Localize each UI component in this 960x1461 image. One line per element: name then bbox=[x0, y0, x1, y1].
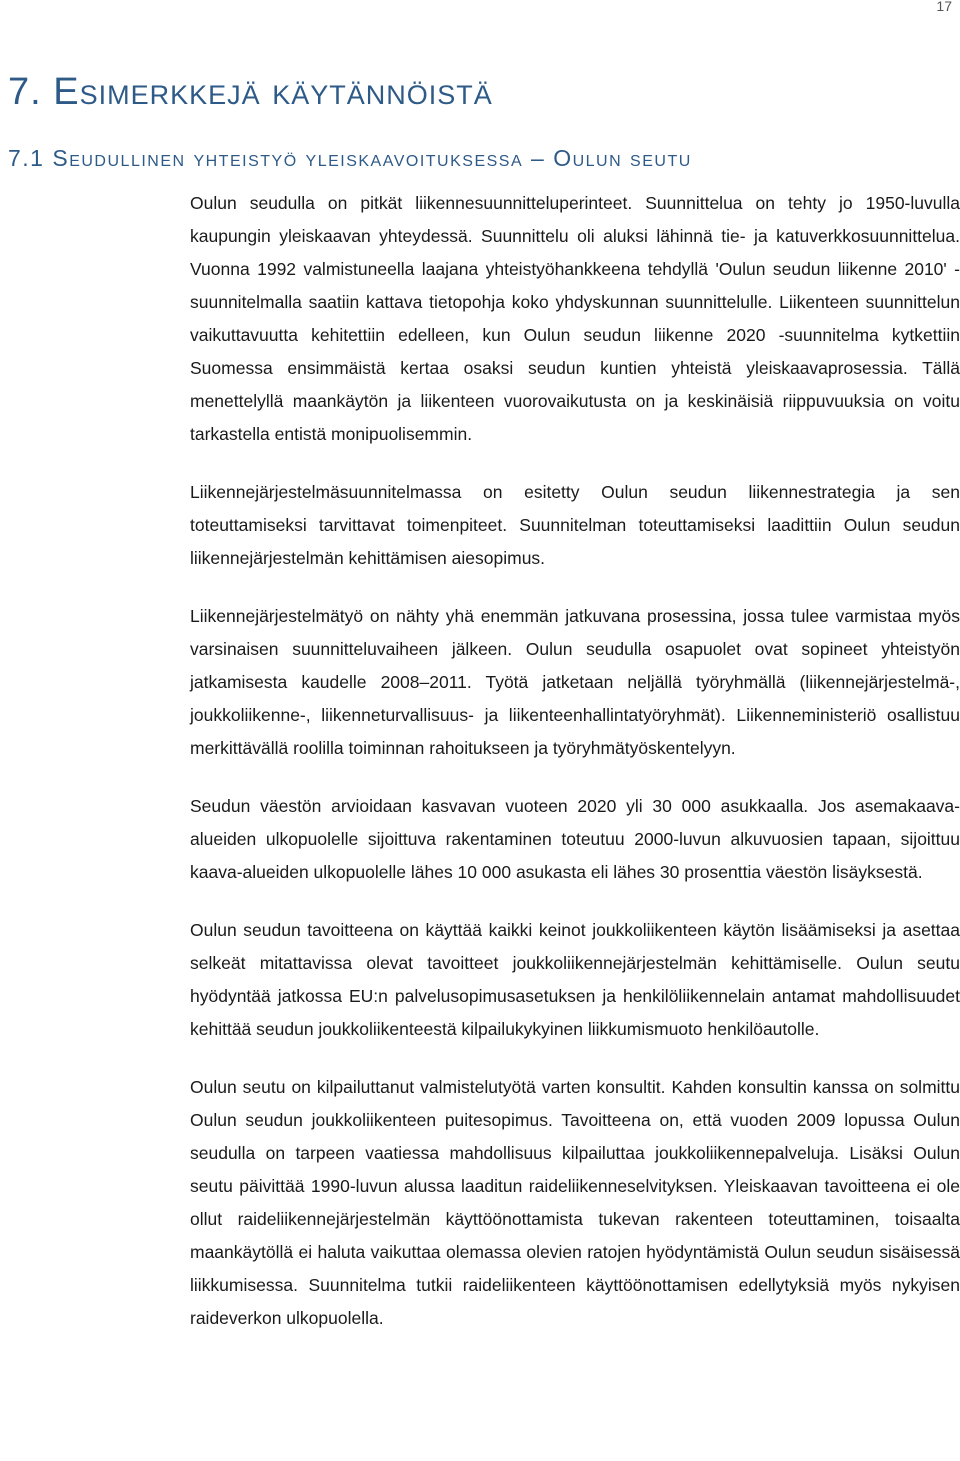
paragraph-5: Oulun seudun tavoitteena on käyttää kaikki keinot joukkoliikenteen käytön lisäämiseksi ja asettaa selkeät mitattavissa olevat tavoitteet joukkoliikennejärjestelmän kehittämiselle. Oulun seutu hyödyntää jatkossa EU:n palvelusopimusasetuksen ja henkilöliikennelain antamat mahdollisuudet kehittää seudun joukkoliikenteestä kilpailukykyinen liikkumismuoto henkilöautolle. bbox=[190, 920, 960, 1039]
paragraph-1: Oulun seudulla on pitkät liikennesuunnitteluperinteet. Suunnittelua on tehty jo 1950-luvulla kaupungin yleiskaavan yhteydessä. Suunnittelu oli aluksi lähinnä tie- ja katuverkkosuunnittelua. Vuonna 1992 valmistuneella laajana yhteistyöhankkeena tehdyllä 'Oulun seudun liikenne 2010' -suunnitelmalla saatiin kattava tietopohja koko yhdyskunnan suunnittelulle. Liikenteen suunnittelun vaikuttavuutta kehitettiin edelleen, kun Oulun seudun liikenne 2020 -suunnitelma kytkettiin Suomessa ensimmäistä kertaa osaksi seudun kuntien yhteistä yleiskaavaprosessia. Tällä menettelyllä maankäytön ja liikenteen vuorovaikutusta on ja keskinäisiä riippuvuuksia on voitu tarkastella entistä monipuolisemmin. bbox=[190, 193, 960, 444]
body-text bbox=[190, 187, 960, 1360]
paragraph-2: Liikennejärjestelmäsuunnitelmassa on esitetty Oulun seudun liikennestrategia ja sen toteuttamiseksi tarvittavat toimenpiteet. Suunnitelman toteuttamiseksi laadittiin Oulun seudun liikennejärjestelmän kehittämisen aiesopimus. bbox=[190, 482, 960, 568]
chapter-title: 7. Esimerkkejä käytännöistä bbox=[8, 71, 493, 113]
paragraph-4: Seudun väestön arvioidaan kasvavan vuoteen 2020 yli 30 000 asukkaalla. Jos asemakaava-alueiden ulkopuolelle sijoittuva rakentaminen toteutuu 2000-luvun alkuvuosien tapaan, sijoittuu kaava-alueiden ulkopuolelle lähes 10 000 asukasta eli lähes 30 prosenttia väestön lisäyksestä. bbox=[190, 796, 960, 882]
page-number: 17 bbox=[936, 0, 952, 14]
paragraph-6: Oulun seutu on kilpailuttanut valmistelutyötä varten konsultit. Kahden konsultin kanssa on solmittu Oulun seudun joukkoliikenteen puitesopimus. Tavoitteena on, että vuoden 2009 lopussa Oulun seudulla on tarpeen vaatiessa mahdollisuus kilpailuttaa joukkoliikennepalveluja. Lisäksi Oulun seutu päivittää 1990-luvun alussa laaditun raideliikenneselvityksen. Yleiskaavan tavoitteena ei ole ollut raideliikennejärjestelmän käyttöönottamista tukevan rakenteen toteuttaminen, toisaalta maankäytöllä ei haluta vaikuttaa olemassa olevien ratojen hyödyntämistä Oulun seudun sisäisessä liikkumisessa. Suunnitelma tutkii raideliikenteen käyttöönottamisen edellytyksiä myös nykyisen raideverkon ulkopuolella. bbox=[190, 1077, 960, 1328]
section-title: 7.1 Seudullinen yhteistyö yleiskaavoituksessa – Oulun seutu bbox=[8, 145, 692, 171]
paragraph-3: Liikennejärjestelmätyö on nähty yhä enemmän jatkuvana prosessina, jossa tulee varmistaa myös varsinaisen suunnitteluvaiheen jälkeen. Oulun seudulla osapuolet ovat sopineet yhteistyön jatkamisesta kaudelle 2008–2011. Työtä jatketaan neljällä työryhmällä (liikennejärjestelmä-, joukkoliikenne-, liikenneturvallisuus- ja liikenteenhallintatyöryhmät). Liikenneministeriö osallistuu merkittävällä roolilla toiminnan rahoitukseen ja työryhmätyöskentelyyn. bbox=[190, 606, 960, 758]
